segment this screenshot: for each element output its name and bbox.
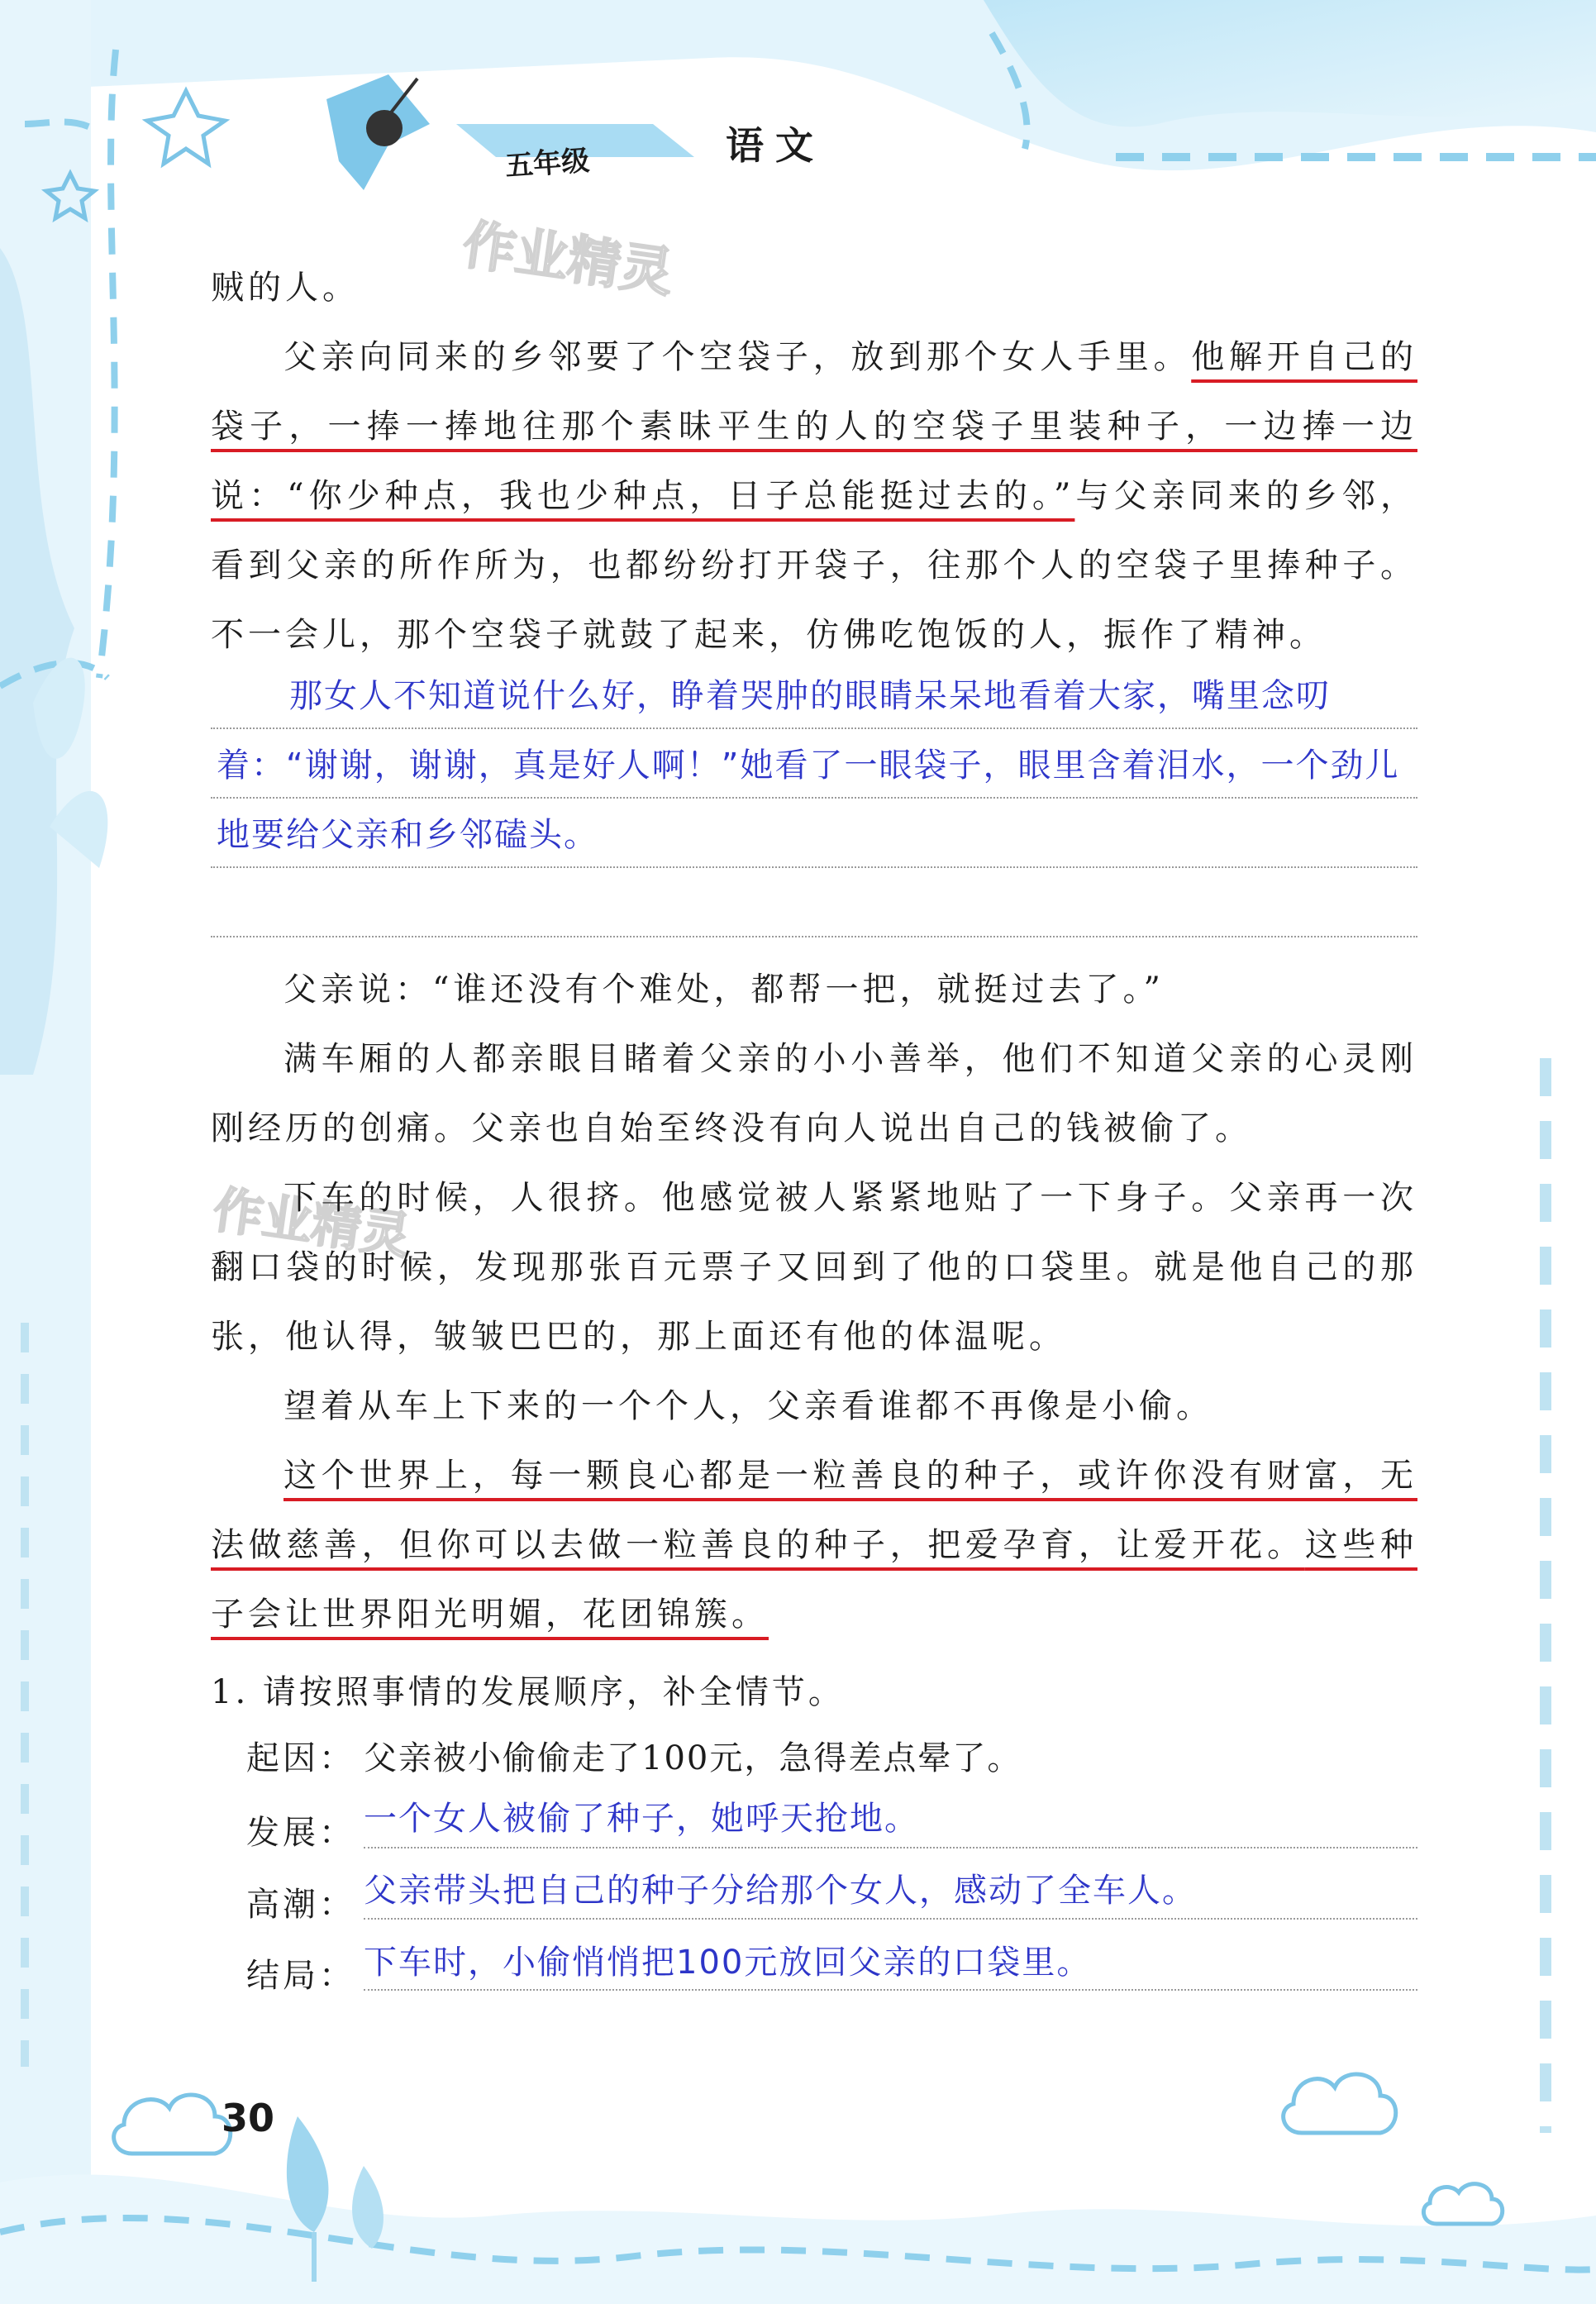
subject-title: 语文 [726, 123, 825, 168]
paragraph-text: 贼的人。 [211, 269, 360, 307]
paragraph [211, 253, 1417, 322]
question-prompt: 1. 请按照事情的发展顺序，补全情节。 [211, 1673, 845, 1711]
plot-label-development: 发展： [246, 1814, 355, 1852]
passage-top [211, 253, 1417, 670]
handwritten-answer: 那女人不知道说什么好，睁着哭肿的眼睛呆呆地看着大家，嘴里念叨着：“谢谢，谢谢，真是好人啊！”她看了一眼袋子，眼里含着泪水，一个劲儿地要给父亲和乡邻磕头。 [217, 677, 1400, 854]
watermark: 作业精灵 [459, 214, 678, 305]
paragraph-text: 与父亲同来的乡邻，看到父亲的所作所为，也都纷纷打开袋子，往那个人的空袋子里捧种子。不一会儿，那个空袋子就鼓了起来，仿佛吃饱饭的人，振作了精神。 [211, 477, 1417, 654]
underlined-sentence: 他解开自己的袋子，一捧一捧地往那个素昧平生的人的空袋子里装种子，一边捧一边说：“你少种点，我也少种点，日子总能挺过去的。” [211, 338, 1418, 515]
paragraph-text: 望着从车上下来的一个个人，父亲看谁都不再像是小偷。 [283, 1387, 1213, 1425]
answer-rule [211, 936, 1417, 937]
answer-rule [364, 1847, 1417, 1848]
underlined-sentence: 这个世界上，每一颗良心都是一粒善良的种子，或许你没有财富，无法做慈善，但你可以去做一粒善良的种子，把爱孕育，让爱开花。 [211, 1457, 1417, 1564]
answer-rule [364, 1989, 1417, 1991]
paragraph [211, 1371, 1417, 1441]
plot-label-ending: 结局： [246, 1957, 355, 1995]
underlined-sentence: 这些种子会让世界阳光明媚，花团锦簇。 [211, 1526, 1418, 1634]
bird-icon [326, 74, 430, 190]
paragraph [211, 955, 1417, 1024]
paragraph [211, 1163, 1417, 1371]
page-number: 30 [222, 2096, 275, 2140]
paragraph-text: 满车厢的人都亲眼目睹着父亲的小小善举，他们不知道父亲的心灵刚刚经历的创痛。父亲也自始至终没有向人说出自己的钱被偷了。 [211, 1040, 1417, 1147]
answer-rule [364, 1918, 1417, 1920]
paragraph [211, 322, 1417, 670]
watermark: 作业精灵 [209, 1181, 415, 1266]
passage-bottom [211, 955, 1417, 1649]
paragraph-text: 父亲向同来的乡邻要了个空袋子，放到那个女人手里。 [283, 338, 1192, 376]
paragraph-text: 下车的时候，人很挤。他感觉被人紧紧地贴了一下身子。父亲再一次翻口袋的时候，发现那张百元票子又回到了他的口袋里。就是他自己的那张，他认得，皱皱巴巴的，那上面还有他的体温呢。 [211, 1179, 1417, 1356]
plot-label-cause: 起因： [246, 1739, 355, 1777]
paragraph-text: 父亲说：“谁还没有个难处，都帮一把，就挺过去了。” [283, 971, 1165, 1009]
grade-label: 五年级 [503, 144, 591, 184]
paragraph [211, 1024, 1417, 1163]
paragraph [211, 1441, 1417, 1649]
plot-label-climax: 高潮： [246, 1886, 355, 1924]
plot-answer-climax: 父亲带头把自己的种子分给那个女人，感动了全车人。 [364, 1872, 1197, 1910]
plot-answer-development: 一个女人被偷了种子，她呼天抢地。 [364, 1800, 919, 1838]
plot-answer-cause: 父亲被小偷偷走了100元，急得差点晕了。 [364, 1739, 1022, 1777]
plot-answer-ending: 下车时，小偷悄悄把100元放回父亲的口袋里。 [364, 1944, 1092, 1982]
